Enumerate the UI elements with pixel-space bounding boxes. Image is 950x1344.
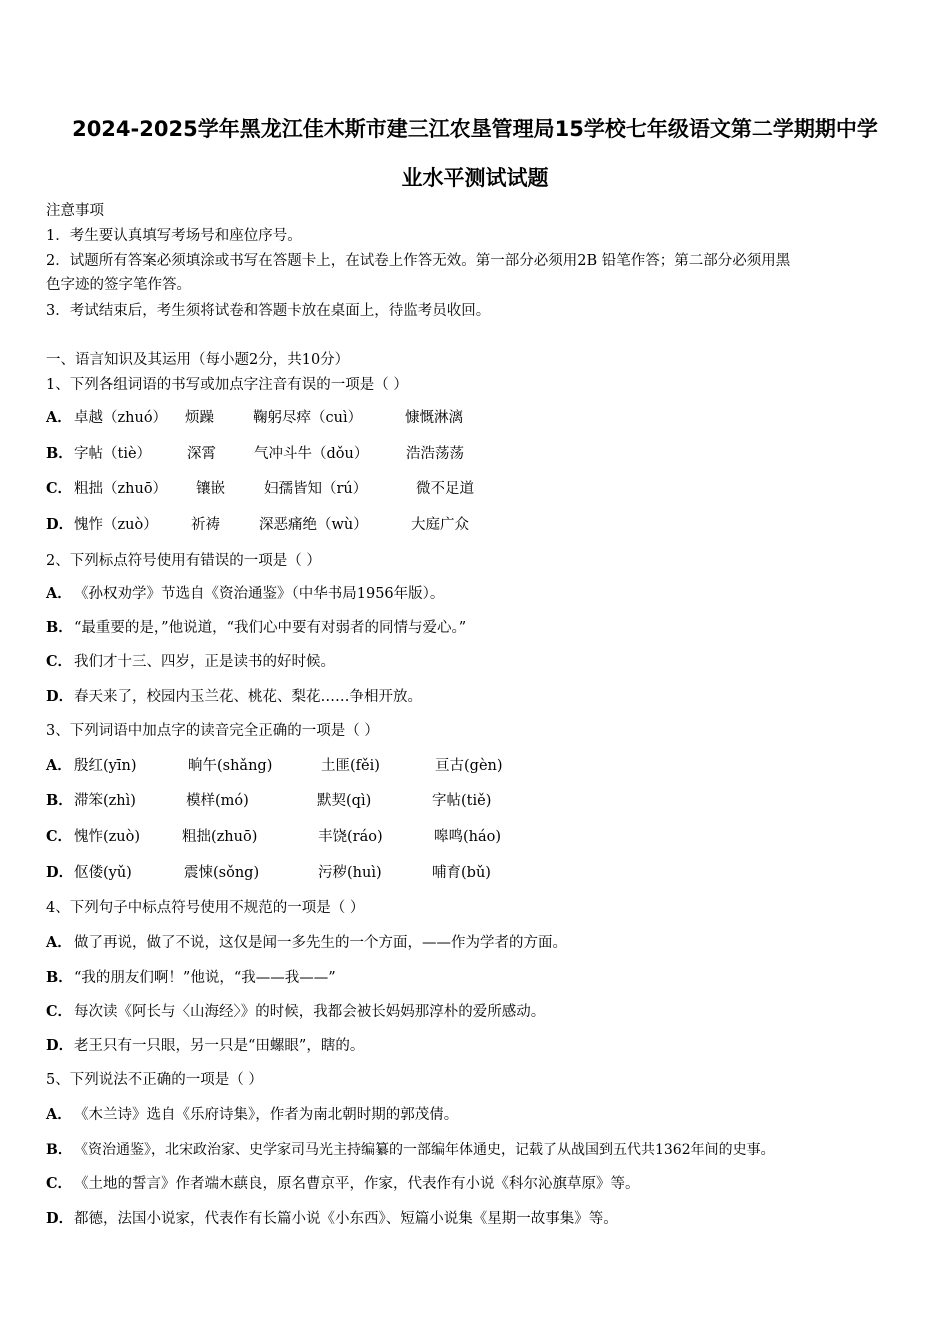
option-label: B．: [46, 792, 73, 809]
option-label: A．: [46, 585, 72, 602]
option-cell: 晌午(shǎng): [188, 758, 273, 774]
option-cell: 浩浩荡荡: [406, 446, 464, 462]
option-label: B．: [46, 619, 73, 636]
question-1-option-c: [46, 479, 474, 499]
option-label: A．: [46, 934, 72, 951]
option-cell: 卓越（zhuó）: [74, 410, 168, 426]
option-cell: 默契(qì): [317, 793, 372, 809]
option-cell: 烦躁: [185, 410, 214, 426]
question-2-option-b: [46, 618, 466, 638]
question-1-option-b: [46, 444, 464, 464]
option-cell: 殷红(yīn): [74, 758, 137, 774]
option-label: C．: [46, 480, 73, 497]
question-5-option-b: [46, 1140, 775, 1160]
option-cell: 深恶痛绝（wù）: [259, 517, 368, 533]
option-label: D．: [46, 864, 74, 881]
notice-item-2: 2．试题所有答案必须填涂或书写在答题卡上，在试卷上作答无效。第一部分必须用2B 铅笔作答；第二部分必须用黑: [46, 253, 791, 269]
question-1-stem: 1、下列各组词语的书写或加点字注音有误的一项是（ ）: [46, 377, 408, 393]
option-text: 老王只有一只眼，另一只是“田螺眼”，瞎的。: [74, 1038, 365, 1054]
question-4-stem: 4、下列句子中标点符号使用不规范的一项是（ ）: [46, 900, 365, 916]
page-title-line-2: 业水平测试试题: [401, 166, 549, 190]
option-text: “我的朋友们啊！”他说，“我——我——”: [74, 970, 336, 986]
question-3-option-b: [46, 791, 491, 811]
option-text: 我们才十三、四岁，正是读书的好时候。: [74, 654, 335, 670]
option-cell: 微不足道: [416, 481, 474, 497]
option-cell: 慷慨淋漓: [405, 410, 463, 426]
option-label: D．: [46, 688, 74, 705]
option-label: C．: [46, 1175, 73, 1192]
question-2-option-d: [46, 687, 422, 707]
option-cell: 伛偻(yǔ): [74, 865, 132, 881]
option-cell: 亘古(gèn): [435, 758, 503, 774]
question-5-option-c: [46, 1174, 640, 1194]
option-cell: 土匪(fěi): [321, 758, 380, 774]
option-text: 都德，法国小说家，代表作有长篇小说《小东西》、短篇小说集《星期一故事集》等。: [74, 1211, 618, 1227]
question-2-stem: 2、下列标点符号使用有错误的一项是（ ）: [46, 553, 321, 569]
option-cell: 镶嵌: [196, 481, 225, 497]
option-label: C．: [46, 828, 73, 845]
option-cell: 气冲斗牛（dǒu）: [254, 446, 369, 462]
question-4-option-d: [46, 1036, 364, 1056]
question-4-option-a: [46, 933, 567, 953]
option-cell: 粗拙（zhuō）: [74, 481, 168, 497]
section-heading: 一、语言知识及其运用（每小题2分，共10分）: [46, 352, 350, 368]
option-cell: 鞠躬尽瘁（cuì）: [253, 410, 363, 426]
option-cell: 愧怍(zuò): [74, 829, 141, 845]
question-3-option-d: [46, 863, 491, 883]
question-3-option-a: [46, 756, 503, 776]
option-cell: 字帖(tiě): [432, 793, 492, 809]
option-cell: 深霄: [187, 446, 216, 462]
option-cell: 妇孺皆知（rú）: [264, 481, 368, 497]
question-3-option-c: [46, 827, 501, 847]
option-text: 做了再说，做了不说，这仅是闻一多先生的一个方面，——作为学者的方面。: [74, 935, 567, 951]
notice-item-1: 1．考生要认真填写考场号和座位序号。: [46, 228, 302, 244]
notice-item-3: 3．考试结束后，考生须将试卷和答题卡放在桌面上，待监考员收回。: [46, 303, 491, 319]
option-text: 《木兰诗》选自《乐府诗集》，作者为南北朝时期的郭茂倩。: [74, 1107, 459, 1123]
option-label: A．: [46, 757, 72, 774]
notice-item-2-cont: 色字迹的签字笔作答。: [46, 277, 191, 293]
notice-heading: 注意事项: [46, 203, 104, 219]
question-5-option-a: [46, 1105, 458, 1125]
option-label: A．: [46, 1106, 72, 1123]
option-label: D．: [46, 1037, 74, 1054]
option-cell: 粗拙(zhuō): [182, 829, 258, 845]
question-5-stem: 5、下列说法不正确的一项是（ ）: [46, 1072, 263, 1088]
option-label: C．: [46, 653, 73, 670]
option-cell: 愧怍（zuò）: [74, 517, 158, 533]
option-cell: 震悚(sǒng): [184, 865, 260, 881]
option-text: 《土地的誓言》作者端木蕻良，原名曹京平，作家，代表作有小说《科尔沁旗草原》等。: [74, 1176, 640, 1192]
option-label: C．: [46, 1003, 73, 1020]
option-label: A．: [46, 409, 72, 426]
option-cell: 污秽(huì): [318, 865, 382, 881]
option-text: 《资治通鉴》，北宋政治家、史学家司马光主持编纂的一部编年体通史，记载了从战国到五代共1362年间的史事。: [74, 1142, 775, 1158]
option-label: D．: [46, 1210, 74, 1227]
question-1-option-d: [46, 515, 469, 535]
option-label: B．: [46, 969, 73, 986]
question-5-option-d: [46, 1209, 618, 1229]
question-4-option-c: [46, 1002, 545, 1022]
option-cell: 字帖（tiè）: [74, 446, 152, 462]
option-cell: 大庭广众: [411, 517, 469, 533]
question-1-option-a: [46, 408, 463, 428]
option-cell: 模样(mó): [186, 793, 249, 809]
option-text: 春天来了，校园内玉兰花、桃花、梨花……争相开放。: [74, 689, 422, 705]
question-2-option-a: [46, 584, 444, 604]
option-text: 每次读《阿长与〈山海经〉》的时候，我都会被长妈妈那淳朴的爱所感动。: [74, 1004, 546, 1020]
option-label: D．: [46, 516, 74, 533]
option-text: “最重要的是，”他说道，“我们心中要有对弱者的同情与爱心。”: [74, 620, 467, 636]
option-cell: 嗥鸣(háo): [434, 829, 502, 845]
option-cell: 哺育(bǔ): [432, 865, 491, 881]
question-4-option-b: [46, 968, 336, 988]
option-cell: 祈祷: [191, 517, 220, 533]
option-label: B．: [46, 1142, 72, 1158]
question-2-option-c: [46, 652, 335, 672]
option-label: B．: [46, 445, 73, 462]
page-title-line-1: 2024-2025学年黑龙江佳木斯市建三江农垦管理局15学校七年级语文第二学期期中学: [72, 117, 878, 141]
option-text: 《孙权劝学》节选自《资治通鉴》（中华书局1956年版）。: [74, 586, 445, 602]
question-3-stem: 3、下列词语中加点字的读音完全正确的一项是（ ）: [46, 723, 379, 739]
option-cell: 丰饶(ráo): [318, 829, 383, 845]
option-cell: 滞笨(zhì): [74, 793, 136, 809]
